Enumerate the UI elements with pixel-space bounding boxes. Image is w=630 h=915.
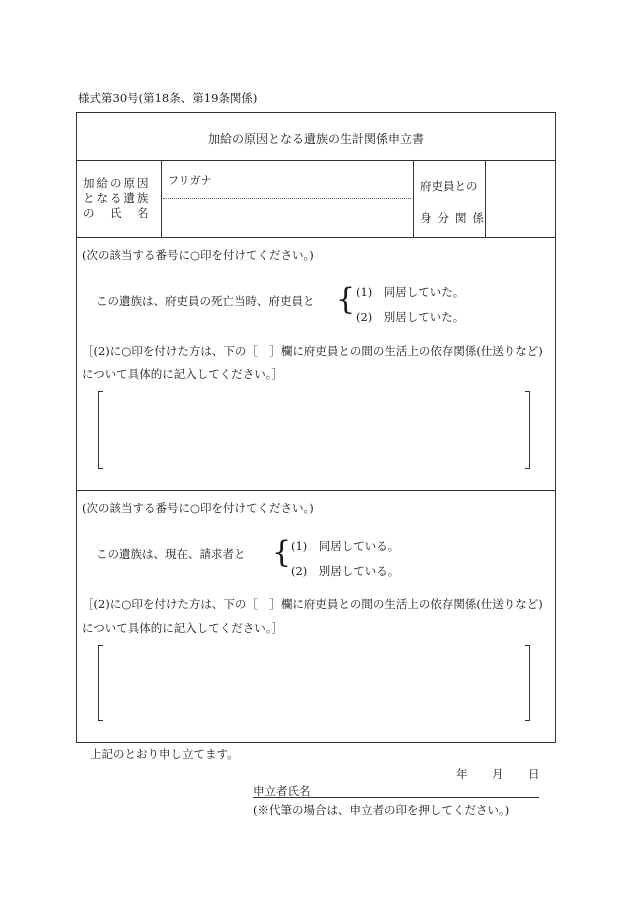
date-day: 日 [528, 767, 540, 781]
section1-note-line1: ［(2)に○印を付けた方は、下の［ ］欄に府吏員との間の生活上の依存関係(仕送りなど) [82, 344, 543, 358]
applicant-name-label: 申立者氏名 [253, 784, 311, 798]
proxy-note: (※代筆の場合は、申立者の印を押してください。) [253, 803, 510, 817]
section2-statement: この遺族は、現在、請求者と [96, 547, 246, 561]
divider [76, 490, 556, 491]
divider [161, 160, 162, 237]
section1-statement: この遺族は、府吏員の死亡当時、府吏員と [96, 294, 315, 308]
brace-glyph: { [272, 535, 292, 570]
name-label-line: となる遺族 [83, 191, 151, 205]
furigana-divider [163, 198, 411, 199]
relation-label-line1: 府吏員との [420, 179, 478, 193]
form-number: 様式第30号(第18条、第19条関係) [78, 91, 258, 105]
divider [76, 160, 556, 161]
section2-option2: (2) 別居している。 [291, 564, 400, 578]
section2-note-line1: ［(2)に○印を付けた方は、下の［ ］欄に府吏員との間の生活上の依存関係(仕送りなど) [82, 597, 543, 611]
left-bracket [98, 645, 103, 721]
declaration-text: 上記のとおり申し立てます。 [90, 747, 239, 761]
section1-option1: (1) 同居していた。 [356, 285, 465, 299]
date-month: 月 [492, 767, 504, 781]
brace-glyph: { [336, 282, 356, 317]
date-year: 年 [456, 767, 468, 781]
divider [413, 160, 414, 237]
name-label-line: の 氏 名 [83, 206, 151, 220]
right-bracket [525, 391, 530, 469]
signature-line [253, 797, 539, 798]
relation-label-line2: 身分関係 [420, 211, 490, 225]
left-bracket [98, 391, 103, 469]
divider [76, 237, 556, 238]
furigana-label: フリガナ [168, 174, 212, 187]
section2-instruction: (次の該当する番号に○印を付けてください。) [82, 501, 314, 515]
right-bracket [525, 645, 530, 721]
section1-instruction: (次の該当する番号に○印を付けてください。) [82, 248, 314, 262]
deceased-name-label [83, 176, 151, 221]
section2-option1: (1) 同居している。 [291, 539, 400, 553]
document-title: 加給の原因となる遺族の生計関係申立書 [207, 132, 424, 146]
section1-option2: (2) 別居していた。 [356, 310, 465, 324]
name-label-line: 加給の原因 [83, 176, 151, 190]
section2-note-line2: について具体的に記入してください。］ [82, 621, 284, 635]
section1-note-line2: について具体的に記入してください。］ [82, 367, 284, 381]
